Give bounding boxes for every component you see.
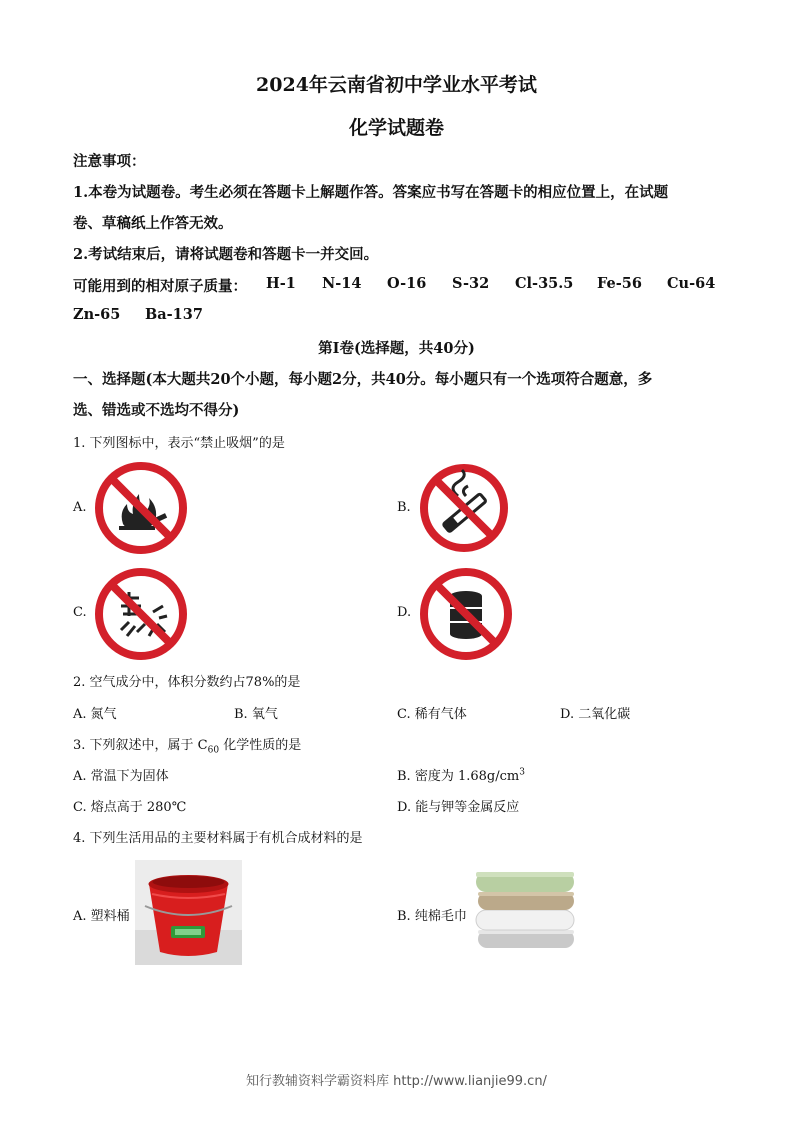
q2-option-d: D. 二氧化碳 (560, 707, 631, 722)
atomic-mass-cl: Cl-35.5 (515, 275, 574, 292)
atomic-mass-ba: Ba-137 (145, 306, 203, 323)
atomic-mass-h: H-1 (266, 275, 296, 292)
atomic-mass-fe: Fe-56 (597, 275, 642, 292)
notice-item-1-line-1: 1.本卷为试题卷。考生必须在答题卡上解题作答。答案应书写在答题卡的相应位置上，在试题 (73, 184, 669, 201)
no-fire-sign-icon (93, 460, 189, 556)
q3-stem (73, 734, 301, 756)
atomic-mass-o: O-16 (387, 275, 427, 292)
q3-stem-subscript: 60 (207, 745, 220, 756)
q1-option-c-label: C. (73, 605, 87, 620)
section-1-line-1: 一、选择题(本大题共20个小题，每小题2分，共40分。每小题只有一个选项符合题意，多 (73, 371, 653, 388)
q2-option-a: A. 氮气 (73, 707, 117, 722)
q3-stem-post: 化学性质的是 (219, 738, 302, 753)
notice-item-1-line-2: 卷、草稿纸上作答无效。 (73, 215, 233, 232)
atomic-mass-s: S-32 (452, 275, 490, 292)
q3-stem-pre: 3. 下列叙述中，属于 C (73, 738, 208, 753)
atomic-mass-n: N-14 (322, 275, 362, 292)
q3-option-d: D. 能与钾等金属反应 (397, 800, 520, 815)
q4-option-a: A. 塑料桶 (73, 909, 130, 924)
q1-stem: 1. 下列图标中，表示“禁止吸烟”的是 (73, 436, 285, 451)
plastic-bucket-image (135, 860, 242, 965)
q4-stem: 4. 下列生活用品的主要材料属于有机合成材料的是 (73, 831, 363, 846)
notice-item-2: 2.考试结束后，请将试题卷和答题卡一并交回。 (73, 246, 379, 263)
exam-title: 2024年云南省初中学业水平考试 (256, 74, 537, 96)
q3-option-a: A. 常温下为固体 (73, 769, 169, 784)
q1-option-d-label: D. (397, 605, 412, 620)
q3-option-b (397, 765, 525, 784)
q2-option-c: C. 稀有气体 (397, 707, 467, 722)
section-1-line-2: 选、错选或不选均不得分) (73, 402, 240, 419)
no-fireworks-sign-icon (93, 566, 189, 662)
q4-option-b: B. 纯棉毛巾 (397, 909, 467, 924)
notice-heading: 注意事项： (73, 153, 146, 170)
atomic-mass-label: 可能用到的相对原子质量： (73, 278, 247, 295)
paper-title: 化学试题卷 (348, 117, 444, 139)
atomic-mass-cu: Cu-64 (667, 275, 716, 292)
q3-option-c: C. 熔点高于 280℃ (73, 800, 187, 815)
part-1-title: 第Ⅰ卷(选择题，共40分) (318, 340, 475, 357)
footer-watermark: 知行教辅资料学霸资料库 http://www.lianjie99.cn/ (246, 1074, 547, 1089)
q3-option-b-superscript: 3 (519, 767, 525, 778)
atomic-mass-zn: Zn-65 (73, 306, 121, 323)
q1-option-b-label: B. (397, 500, 411, 515)
no-smoking-sign-icon (418, 462, 510, 554)
q3-option-b-text: B. 密度为 1.68g/cm (397, 769, 520, 784)
no-flammable-barrel-sign-icon (418, 566, 514, 662)
cotton-towels-image (472, 866, 578, 952)
q2-option-b: B. 氧气 (234, 707, 278, 722)
q2-stem: 2. 空气成分中，体积分数约占78%的是 (73, 675, 301, 690)
q1-option-a-label: A. (73, 500, 87, 515)
